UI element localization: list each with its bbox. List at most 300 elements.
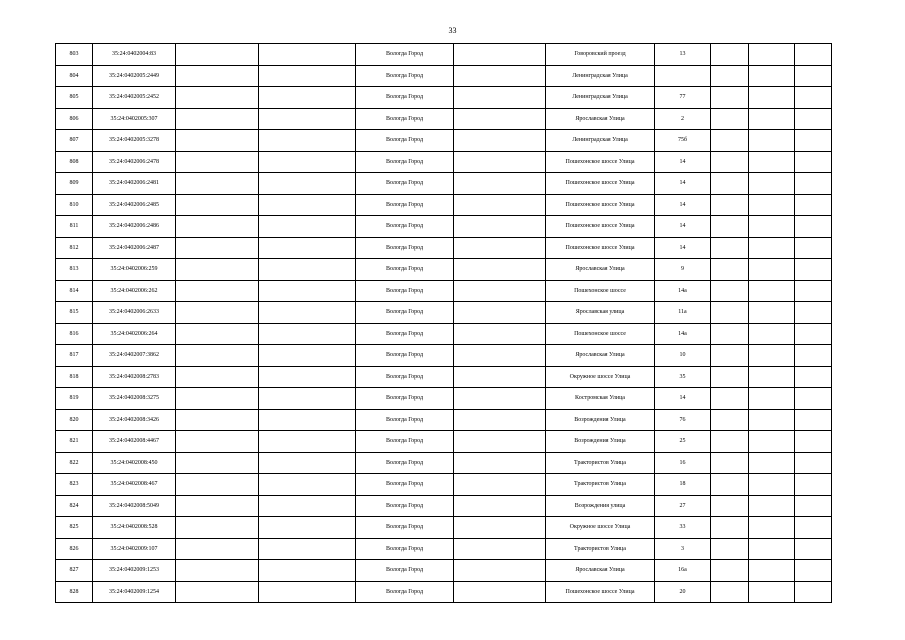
table-row bbox=[56, 130, 832, 152]
settlement-cell: Вологда Город bbox=[356, 409, 454, 431]
empty-cell bbox=[749, 474, 795, 496]
empty-cell bbox=[749, 388, 795, 410]
row-number-cell: 808 bbox=[56, 151, 93, 173]
row-number-cell: 827 bbox=[56, 560, 93, 582]
house-number-cell: 14 bbox=[655, 173, 711, 195]
row-number-cell: 828 bbox=[56, 581, 93, 603]
house-number-cell: 76 bbox=[655, 409, 711, 431]
empty-cell bbox=[749, 366, 795, 388]
settlement-cell: Вологда Город bbox=[356, 259, 454, 281]
empty-cell bbox=[749, 452, 795, 474]
empty-cell bbox=[795, 581, 832, 603]
empty-cell bbox=[176, 452, 259, 474]
table-row bbox=[56, 560, 832, 582]
empty-cell bbox=[176, 517, 259, 539]
empty-cell bbox=[259, 495, 356, 517]
street-cell: Пошехонское шоссе Улица bbox=[546, 581, 655, 603]
settlement-cell: Вологда Город bbox=[356, 323, 454, 345]
empty-cell bbox=[749, 87, 795, 109]
row-number-cell: 819 bbox=[56, 388, 93, 410]
settlement-cell: Вологда Город bbox=[356, 173, 454, 195]
empty-cell bbox=[749, 173, 795, 195]
empty-cell bbox=[259, 366, 356, 388]
settlement-cell: Вологда Город bbox=[356, 474, 454, 496]
cadastral-number-cell: 35:24:0402008:5049 bbox=[93, 495, 176, 517]
empty-cell bbox=[176, 345, 259, 367]
empty-cell bbox=[711, 431, 749, 453]
cadastral-number-cell: 35:24:0402005:2449 bbox=[93, 65, 176, 87]
house-number-cell bbox=[655, 65, 711, 87]
street-cell: Трактористов Улица bbox=[546, 538, 655, 560]
row-number-cell: 816 bbox=[56, 323, 93, 345]
empty-cell bbox=[176, 259, 259, 281]
table-row bbox=[56, 87, 832, 109]
empty-cell bbox=[795, 345, 832, 367]
empty-cell bbox=[711, 581, 749, 603]
street-cell: Пошехонское шоссе Улица bbox=[546, 173, 655, 195]
street-cell: Пошехонское шоссе bbox=[546, 323, 655, 345]
table-row bbox=[56, 173, 832, 195]
empty-cell bbox=[795, 431, 832, 453]
cadastral-number-cell: 35:24:0402005:307 bbox=[93, 108, 176, 130]
cadastral-number-cell: 35:24:0402006:2485 bbox=[93, 194, 176, 216]
empty-cell bbox=[454, 108, 546, 130]
empty-cell bbox=[176, 65, 259, 87]
empty-cell bbox=[454, 474, 546, 496]
table-row bbox=[56, 345, 832, 367]
empty-cell bbox=[795, 237, 832, 259]
empty-cell bbox=[454, 44, 546, 66]
empty-cell bbox=[176, 431, 259, 453]
house-number-cell: 10 bbox=[655, 345, 711, 367]
empty-cell bbox=[454, 581, 546, 603]
house-number-cell: 11а bbox=[655, 302, 711, 324]
table-row bbox=[56, 452, 832, 474]
cadastral-number-cell: 35:24:0402004:83 bbox=[93, 44, 176, 66]
cadastral-number-cell: 35:24:0402006:264 bbox=[93, 323, 176, 345]
house-number-cell: 33 bbox=[655, 517, 711, 539]
empty-cell bbox=[176, 560, 259, 582]
cadastral-number-cell: 35:24:0402008:3426 bbox=[93, 409, 176, 431]
street-cell: Возрождения улица bbox=[546, 495, 655, 517]
table-row bbox=[56, 280, 832, 302]
empty-cell bbox=[259, 280, 356, 302]
empty-cell bbox=[711, 345, 749, 367]
street-cell: Ярославская Улица bbox=[546, 108, 655, 130]
empty-cell bbox=[749, 495, 795, 517]
row-number-cell: 820 bbox=[56, 409, 93, 431]
empty-cell bbox=[259, 345, 356, 367]
settlement-cell: Вологда Город bbox=[356, 216, 454, 238]
table-row bbox=[56, 216, 832, 238]
house-number-cell: 35 bbox=[655, 366, 711, 388]
house-number-cell: 20 bbox=[655, 581, 711, 603]
table-row bbox=[56, 581, 832, 603]
empty-cell bbox=[795, 216, 832, 238]
empty-cell bbox=[749, 560, 795, 582]
empty-cell bbox=[176, 388, 259, 410]
empty-cell bbox=[454, 280, 546, 302]
empty-cell bbox=[795, 388, 832, 410]
settlement-cell: Вологда Город bbox=[356, 366, 454, 388]
house-number-cell: 18 bbox=[655, 474, 711, 496]
empty-cell bbox=[454, 366, 546, 388]
empty-cell bbox=[749, 431, 795, 453]
empty-cell bbox=[749, 44, 795, 66]
street-cell: Трактористов Улица bbox=[546, 474, 655, 496]
empty-cell bbox=[259, 194, 356, 216]
empty-cell bbox=[176, 538, 259, 560]
empty-cell bbox=[711, 323, 749, 345]
street-cell: Ярославская Улица bbox=[546, 560, 655, 582]
empty-cell bbox=[259, 323, 356, 345]
empty-cell bbox=[259, 216, 356, 238]
street-cell: Ленинградская Улица bbox=[546, 87, 655, 109]
cadastral-number-cell: 35:24:0402006:2487 bbox=[93, 237, 176, 259]
empty-cell bbox=[259, 87, 356, 109]
empty-cell bbox=[749, 151, 795, 173]
street-cell: Ярославская Улица bbox=[546, 345, 655, 367]
cadastral-number-cell: 35:24:0402006:2481 bbox=[93, 173, 176, 195]
house-number-cell: 14 bbox=[655, 216, 711, 238]
empty-cell bbox=[711, 237, 749, 259]
cadastral-number-cell: 35:24:0402009:1254 bbox=[93, 581, 176, 603]
house-number-cell: 27 bbox=[655, 495, 711, 517]
street-cell: Пошехонское шоссе Улица bbox=[546, 151, 655, 173]
table-row bbox=[56, 108, 832, 130]
empty-cell bbox=[795, 259, 832, 281]
empty-cell bbox=[711, 495, 749, 517]
house-number-cell: 3 bbox=[655, 538, 711, 560]
cadastral-number-cell: 35:24:0402009:107 bbox=[93, 538, 176, 560]
house-number-cell: 77 bbox=[655, 87, 711, 109]
empty-cell bbox=[749, 259, 795, 281]
empty-cell bbox=[259, 452, 356, 474]
row-number-cell: 809 bbox=[56, 173, 93, 195]
empty-cell bbox=[259, 237, 356, 259]
empty-cell bbox=[749, 65, 795, 87]
empty-cell bbox=[711, 130, 749, 152]
house-number-cell: 75б bbox=[655, 130, 711, 152]
table-row bbox=[56, 194, 832, 216]
row-number-cell: 803 bbox=[56, 44, 93, 66]
street-cell: Окружное шоссе Улица bbox=[546, 517, 655, 539]
settlement-cell: Вологда Город bbox=[356, 388, 454, 410]
empty-cell bbox=[711, 216, 749, 238]
empty-cell bbox=[259, 44, 356, 66]
settlement-cell: Вологда Город bbox=[356, 302, 454, 324]
table-row bbox=[56, 474, 832, 496]
street-cell: Говоровский проезд bbox=[546, 44, 655, 66]
street-cell: Ярославская улица bbox=[546, 302, 655, 324]
street-cell: Пошехонское шоссе bbox=[546, 280, 655, 302]
empty-cell bbox=[259, 581, 356, 603]
settlement-cell: Вологда Город bbox=[356, 237, 454, 259]
empty-cell bbox=[176, 130, 259, 152]
empty-cell bbox=[795, 108, 832, 130]
empty-cell bbox=[176, 173, 259, 195]
row-number-cell: 804 bbox=[56, 65, 93, 87]
empty-cell bbox=[454, 87, 546, 109]
settlement-cell: Вологда Город bbox=[356, 431, 454, 453]
empty-cell bbox=[749, 216, 795, 238]
row-number-cell: 826 bbox=[56, 538, 93, 560]
empty-cell bbox=[749, 538, 795, 560]
row-number-cell: 817 bbox=[56, 345, 93, 367]
cadastral-number-cell: 35:24:0402008:450 bbox=[93, 452, 176, 474]
empty-cell bbox=[454, 452, 546, 474]
empty-cell bbox=[711, 280, 749, 302]
empty-cell bbox=[749, 517, 795, 539]
row-number-cell: 814 bbox=[56, 280, 93, 302]
settlement-cell: Вологда Город bbox=[356, 452, 454, 474]
row-number-cell: 825 bbox=[56, 517, 93, 539]
street-cell: Пошехонское шоссе Улица bbox=[546, 237, 655, 259]
table-row bbox=[56, 44, 832, 66]
house-number-cell: 25 bbox=[655, 431, 711, 453]
empty-cell bbox=[711, 44, 749, 66]
street-cell: Пошехонское шоссе Улица bbox=[546, 194, 655, 216]
cadastral-number-cell: 35:24:0402008:2783 bbox=[93, 366, 176, 388]
row-number-cell: 806 bbox=[56, 108, 93, 130]
table-row bbox=[56, 409, 832, 431]
empty-cell bbox=[711, 259, 749, 281]
empty-cell bbox=[795, 409, 832, 431]
empty-cell bbox=[176, 87, 259, 109]
empty-cell bbox=[454, 431, 546, 453]
empty-cell bbox=[711, 65, 749, 87]
table-row bbox=[56, 151, 832, 173]
settlement-cell: Вологда Город bbox=[356, 581, 454, 603]
empty-cell bbox=[711, 151, 749, 173]
house-number-cell: 14 bbox=[655, 151, 711, 173]
empty-cell bbox=[795, 517, 832, 539]
row-number-cell: 812 bbox=[56, 237, 93, 259]
settlement-cell: Вологда Город bbox=[356, 560, 454, 582]
empty-cell bbox=[259, 302, 356, 324]
empty-cell bbox=[749, 130, 795, 152]
table-row bbox=[56, 259, 832, 281]
empty-cell bbox=[454, 560, 546, 582]
empty-cell bbox=[454, 345, 546, 367]
empty-cell bbox=[711, 474, 749, 496]
empty-cell bbox=[454, 194, 546, 216]
empty-cell bbox=[711, 388, 749, 410]
table-body bbox=[56, 44, 832, 603]
table-row bbox=[56, 538, 832, 560]
row-number-cell: 807 bbox=[56, 130, 93, 152]
empty-cell bbox=[259, 151, 356, 173]
empty-cell bbox=[454, 65, 546, 87]
cadastral-number-cell: 35:24:0402006:262 bbox=[93, 280, 176, 302]
settlement-cell: Вологда Город bbox=[356, 108, 454, 130]
empty-cell bbox=[454, 388, 546, 410]
empty-cell bbox=[176, 44, 259, 66]
settlement-cell: Вологда Город bbox=[356, 538, 454, 560]
table-row bbox=[56, 366, 832, 388]
row-number-cell: 822 bbox=[56, 452, 93, 474]
page-number: 33 bbox=[448, 26, 457, 35]
empty-cell bbox=[711, 538, 749, 560]
settlement-cell: Вологда Город bbox=[356, 345, 454, 367]
cadastral-number-cell: 35:24:0402006:2486 bbox=[93, 216, 176, 238]
table-row bbox=[56, 517, 832, 539]
empty-cell bbox=[259, 474, 356, 496]
cadastral-number-cell: 35:24:0402005:2452 bbox=[93, 87, 176, 109]
empty-cell bbox=[176, 280, 259, 302]
empty-cell bbox=[454, 495, 546, 517]
empty-cell bbox=[795, 194, 832, 216]
empty-cell bbox=[795, 151, 832, 173]
street-cell: Окружное шоссе Улица bbox=[546, 366, 655, 388]
street-cell: Ленинградская Улица bbox=[546, 130, 655, 152]
empty-cell bbox=[176, 108, 259, 130]
settlement-cell: Вологда Город bbox=[356, 517, 454, 539]
row-number-cell: 805 bbox=[56, 87, 93, 109]
empty-cell bbox=[795, 323, 832, 345]
cadastral-number-cell: 35:24:0402008:3275 bbox=[93, 388, 176, 410]
empty-cell bbox=[749, 194, 795, 216]
empty-cell bbox=[795, 44, 832, 66]
empty-cell bbox=[795, 130, 832, 152]
settlement-cell: Вологда Город bbox=[356, 194, 454, 216]
street-cell: Ленинградская Улица bbox=[546, 65, 655, 87]
empty-cell bbox=[176, 216, 259, 238]
empty-cell bbox=[711, 108, 749, 130]
empty-cell bbox=[176, 194, 259, 216]
table-row bbox=[56, 431, 832, 453]
house-number-cell: 16а bbox=[655, 560, 711, 582]
empty-cell bbox=[259, 517, 356, 539]
table-row bbox=[56, 302, 832, 324]
empty-cell bbox=[259, 388, 356, 410]
cadastral-number-cell: 35:24:0402005:3278 bbox=[93, 130, 176, 152]
empty-cell bbox=[259, 130, 356, 152]
empty-cell bbox=[749, 345, 795, 367]
table-row bbox=[56, 495, 832, 517]
table-row bbox=[56, 323, 832, 345]
empty-cell bbox=[795, 495, 832, 517]
house-number-cell: 16 bbox=[655, 452, 711, 474]
row-number-cell: 824 bbox=[56, 495, 93, 517]
settlement-cell: Вологда Город bbox=[356, 87, 454, 109]
empty-cell bbox=[711, 560, 749, 582]
empty-cell bbox=[711, 87, 749, 109]
empty-cell bbox=[711, 452, 749, 474]
house-number-cell: 13 bbox=[655, 44, 711, 66]
empty-cell bbox=[711, 194, 749, 216]
house-number-cell: 14а bbox=[655, 280, 711, 302]
empty-cell bbox=[454, 173, 546, 195]
row-number-cell: 815 bbox=[56, 302, 93, 324]
row-number-cell: 811 bbox=[56, 216, 93, 238]
settlement-cell: Вологда Город bbox=[356, 151, 454, 173]
empty-cell bbox=[176, 474, 259, 496]
settlement-cell: Вологда Город bbox=[356, 130, 454, 152]
settlement-cell: Вологда Город bbox=[356, 44, 454, 66]
empty-cell bbox=[711, 366, 749, 388]
empty-cell bbox=[795, 538, 832, 560]
cadastral-number-cell: 35:24:0402006:2633 bbox=[93, 302, 176, 324]
empty-cell bbox=[259, 560, 356, 582]
empty-cell bbox=[749, 409, 795, 431]
empty-cell bbox=[711, 409, 749, 431]
empty-cell bbox=[176, 409, 259, 431]
empty-cell bbox=[795, 280, 832, 302]
house-number-cell: 14а bbox=[655, 323, 711, 345]
house-number-cell: 14 bbox=[655, 194, 711, 216]
table-row bbox=[56, 65, 832, 87]
table-row bbox=[56, 388, 832, 410]
empty-cell bbox=[749, 302, 795, 324]
empty-cell bbox=[454, 151, 546, 173]
empty-cell bbox=[795, 65, 832, 87]
settlement-cell: Вологда Город bbox=[356, 495, 454, 517]
empty-cell bbox=[259, 173, 356, 195]
cadastral-number-cell: 35:24:0402008:4467 bbox=[93, 431, 176, 453]
empty-cell bbox=[176, 323, 259, 345]
house-number-cell: 2 bbox=[655, 108, 711, 130]
empty-cell bbox=[176, 581, 259, 603]
street-cell: Ярославская Улица bbox=[546, 259, 655, 281]
row-number-cell: 818 bbox=[56, 366, 93, 388]
empty-cell bbox=[711, 302, 749, 324]
cadastral-number-cell: 35:24:0402007:3862 bbox=[93, 345, 176, 367]
empty-cell bbox=[454, 130, 546, 152]
empty-cell bbox=[795, 560, 832, 582]
row-number-cell: 821 bbox=[56, 431, 93, 453]
empty-cell bbox=[795, 302, 832, 324]
street-cell: Возрождения Улица bbox=[546, 431, 655, 453]
empty-cell bbox=[176, 366, 259, 388]
empty-cell bbox=[749, 323, 795, 345]
empty-cell bbox=[454, 517, 546, 539]
cadastral-number-cell: 35:24:0402006:259 bbox=[93, 259, 176, 281]
empty-cell bbox=[454, 216, 546, 238]
empty-cell bbox=[454, 323, 546, 345]
empty-cell bbox=[176, 495, 259, 517]
house-number-cell: 14 bbox=[655, 237, 711, 259]
row-number-cell: 823 bbox=[56, 474, 93, 496]
row-number-cell: 813 bbox=[56, 259, 93, 281]
street-cell: Возрождения Улица bbox=[546, 409, 655, 431]
empty-cell bbox=[795, 366, 832, 388]
empty-cell bbox=[795, 87, 832, 109]
empty-cell bbox=[259, 259, 356, 281]
empty-cell bbox=[176, 237, 259, 259]
table-row bbox=[56, 237, 832, 259]
empty-cell bbox=[259, 65, 356, 87]
empty-cell bbox=[795, 452, 832, 474]
row-number-cell: 810 bbox=[56, 194, 93, 216]
cadastral-number-cell: 35:24:0402009:1253 bbox=[93, 560, 176, 582]
empty-cell bbox=[749, 280, 795, 302]
street-cell: Трактористов Улица bbox=[546, 452, 655, 474]
cadastral-number-cell: 35:24:0402008:467 bbox=[93, 474, 176, 496]
empty-cell bbox=[454, 302, 546, 324]
empty-cell bbox=[259, 431, 356, 453]
empty-cell bbox=[259, 108, 356, 130]
empty-cell bbox=[454, 409, 546, 431]
empty-cell bbox=[711, 173, 749, 195]
house-number-cell: 14 bbox=[655, 388, 711, 410]
empty-cell bbox=[259, 538, 356, 560]
house-number-cell: 9 bbox=[655, 259, 711, 281]
empty-cell bbox=[259, 409, 356, 431]
empty-cell bbox=[749, 237, 795, 259]
empty-cell bbox=[454, 538, 546, 560]
empty-cell bbox=[711, 517, 749, 539]
